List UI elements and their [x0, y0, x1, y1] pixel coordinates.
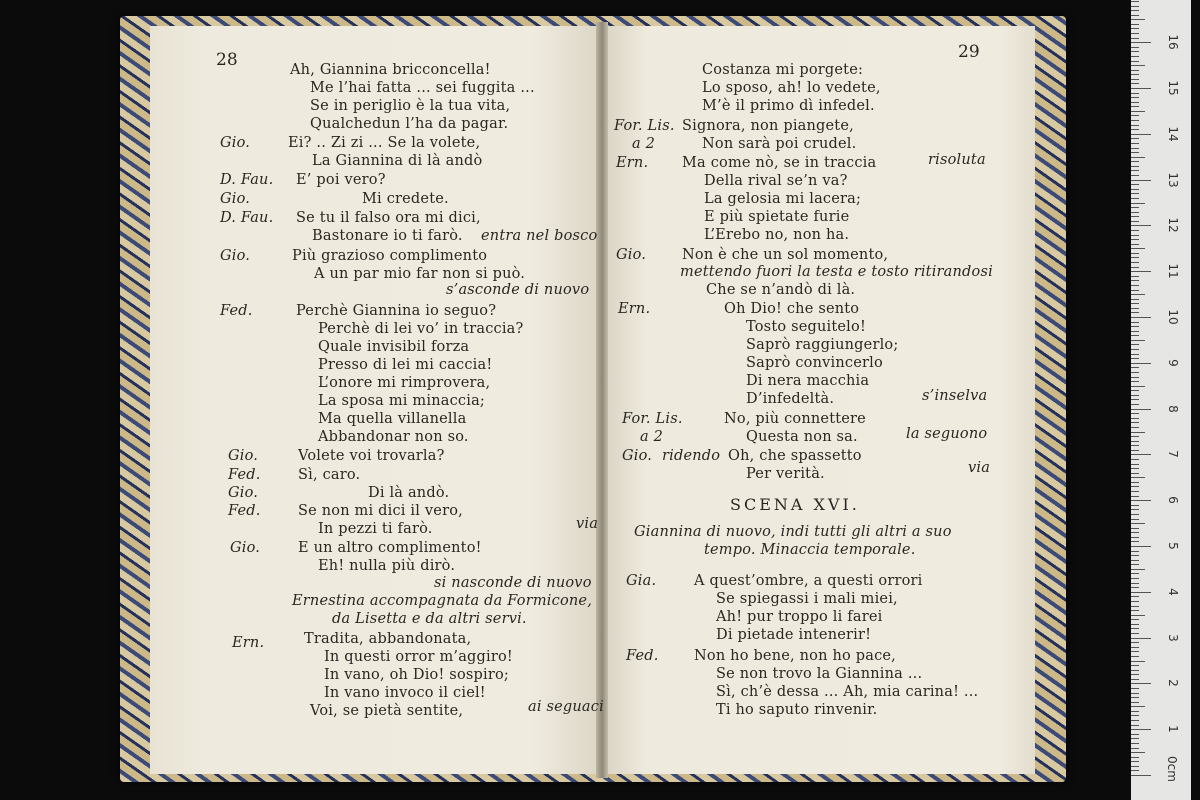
ruler-tick [1131, 775, 1151, 776]
ruler-tick [1131, 93, 1139, 94]
verse-line: In vano, oh Dio! sospiro; [324, 667, 509, 683]
ruler-tick [1131, 638, 1151, 639]
verse-line: M’è il primo dì infedel. [702, 98, 875, 114]
stage-direction-text: Gio. [230, 540, 261, 556]
ruler-tick [1131, 441, 1139, 442]
verse-line: La gelosia mi lacera; [704, 191, 862, 207]
verse-line: Di pietade intenerir! [716, 627, 872, 643]
verse-line: Signora, non piangete, [682, 118, 854, 134]
ruler-tick [1131, 308, 1139, 309]
verse-line: Per verità. [746, 466, 825, 482]
ruler-tick [1131, 51, 1139, 52]
ruler-tick [1131, 418, 1139, 419]
ruler-tick [1131, 170, 1139, 171]
stage-direction-text: a 2 [640, 429, 664, 445]
ruler-number: 12 [1166, 217, 1180, 234]
ruler-tick [1131, 38, 1139, 39]
ruler-tick [1131, 148, 1139, 149]
ruler-tick [1131, 235, 1139, 236]
ruler-tick [1131, 198, 1139, 199]
ruler-tick [1131, 711, 1139, 712]
ruler-tick [1131, 505, 1139, 506]
stage-direction-text: Gio. [220, 135, 251, 151]
ruler-tick [1131, 436, 1139, 437]
ruler-tick [1131, 413, 1139, 414]
ruler-tick [1131, 1, 1139, 2]
ruler-tick [1131, 404, 1139, 405]
verse-line: La sposa mi minaccia; [318, 393, 486, 409]
ruler-tick [1131, 74, 1139, 75]
ruler-tick [1131, 203, 1145, 204]
ruler-tick [1131, 564, 1139, 565]
stage-direction-text: s’inselva [922, 388, 988, 404]
ruler-tick [1131, 386, 1145, 387]
verse-line: Perchè Giannina io seguo? [296, 303, 497, 319]
stage-direction-text: ridendo [662, 448, 721, 464]
ruler-tick [1131, 344, 1139, 345]
ruler-number: 16 [1166, 34, 1180, 50]
stage-direction-text: a 2 [632, 136, 656, 152]
stage-direction-text: via [968, 460, 991, 476]
stage-direction-text: Gio. [616, 247, 647, 263]
ruler-number: 4 [1166, 587, 1180, 596]
ruler-tick [1131, 624, 1139, 625]
stage-direction-text: Fed. [220, 303, 253, 319]
verse-line: Se in periglio è la tua vita, [310, 98, 511, 114]
stage-direction-text: For. Lis. [622, 411, 683, 427]
ruler-tick [1131, 363, 1151, 364]
ruler-tick [1131, 312, 1139, 313]
ruler-tick [1131, 583, 1139, 584]
ruler-tick [1131, 523, 1145, 524]
ruler-tick [1131, 693, 1139, 694]
stage-direction-text: Giannina di nuovo, indi tutti gli altri a suo [634, 524, 952, 540]
ruler-tick [1131, 83, 1139, 84]
ruler-tick [1131, 743, 1139, 744]
verse-line: Oh Dio! che sento [724, 301, 860, 317]
ruler-tick [1131, 15, 1139, 16]
ruler-tick [1131, 180, 1151, 181]
stage-direction-text: Ern. [616, 155, 649, 171]
verse-line: Non è che un sol momento, [682, 247, 889, 263]
ruler-number: 10 [1166, 309, 1180, 325]
ruler-tick [1131, 633, 1139, 634]
ruler-tick [1131, 725, 1139, 726]
ruler-tick [1131, 454, 1151, 455]
ruler-tick [1131, 358, 1139, 359]
verse-line: A un par mio far non si può. [314, 266, 526, 282]
ruler-tick [1131, 367, 1139, 368]
ruler-tick [1131, 61, 1139, 62]
ruler-tick [1131, 628, 1139, 629]
verse-line: No, più connettere [724, 411, 866, 427]
ruler-tick [1131, 573, 1139, 574]
ruler-tick [1131, 450, 1139, 451]
verse-line: L’Erebo no, non ha. [704, 227, 850, 243]
verse-line: Mi credete. [362, 191, 449, 207]
ruler-tick [1131, 157, 1145, 158]
ruler-tick [1131, 491, 1139, 492]
ruler-tick [1131, 715, 1139, 716]
ruler-tick [1131, 596, 1139, 597]
ruler-tick [1131, 770, 1139, 771]
ruler-tick [1131, 184, 1139, 185]
ruler-tick [1131, 216, 1139, 217]
ruler-tick [1131, 10, 1139, 11]
verse-line: Se non trovo la Giannina ... [716, 666, 923, 682]
ruler-tick [1131, 340, 1145, 341]
ruler-tick [1131, 445, 1139, 446]
ruler-tick [1131, 244, 1139, 245]
ruler-tick [1131, 738, 1139, 739]
stage-direction-text: tempo. Minaccia temporale. [704, 542, 916, 558]
ruler-tick [1131, 551, 1139, 552]
ruler-unit-label: 0cm [1164, 756, 1179, 782]
ruler-tick [1131, 47, 1139, 48]
ruler-tick [1131, 427, 1139, 428]
verse-line: In vano invoco il ciel! [324, 685, 486, 701]
ruler-tick [1131, 486, 1139, 487]
ruler-tick [1131, 670, 1139, 671]
ruler-tick [1131, 129, 1139, 130]
ruler-tick [1131, 65, 1145, 66]
ruler-tick [1131, 422, 1139, 423]
verse-line: Abbandonar non so. [318, 429, 469, 445]
verse-line: SCENA XVI. [730, 495, 860, 514]
verse-line: Ei? .. Zi zi ... Se la volete, [288, 135, 481, 151]
stage-direction-text: Fed. [228, 467, 261, 483]
ruler-tick [1131, 592, 1151, 593]
ruler-tick [1131, 587, 1139, 588]
verse-line: Se tu il falso ora mi dici, [296, 210, 481, 226]
ruler-tick [1131, 152, 1139, 153]
book-gutter [596, 22, 608, 778]
verse-line: Volete voi trovarla? [298, 448, 445, 464]
ruler-tick [1131, 230, 1139, 231]
ruler-number: 9 [1166, 358, 1180, 367]
ruler-tick [1131, 134, 1151, 135]
stage-direction-text: D. Fau. [220, 172, 274, 188]
verse-line: Non ho bene, non ho pace, [694, 648, 896, 664]
verse-line: Eh! nulla più dirò. [318, 558, 456, 574]
verse-line: Di là andò. [368, 485, 450, 501]
ruler-tick [1131, 221, 1139, 222]
ruler-tick [1131, 679, 1139, 680]
ruler-tick [1131, 610, 1139, 611]
ruler-tick [1131, 459, 1139, 460]
stage-direction-text: Ernestina accompagnata da Formicone, [292, 593, 593, 609]
verse-line: Ah, Giannina bricconcella! [290, 62, 491, 78]
ruler-tick [1131, 734, 1139, 735]
ruler-tick [1131, 601, 1139, 602]
ruler-tick [1131, 6, 1139, 7]
ruler-number: 14 [1166, 126, 1180, 142]
ruler-number: 6 [1166, 496, 1180, 504]
stage-direction-text: Gio. [228, 485, 259, 501]
verse-line: A quest’ombre, a questi orrori [694, 573, 923, 589]
ruler-tick [1131, 665, 1139, 666]
ruler-tick [1131, 432, 1145, 433]
ruler-tick [1131, 647, 1139, 648]
ruler-tick [1131, 239, 1139, 240]
ruler-tick [1131, 473, 1139, 474]
verse-line: Se non mi dici il vero, [298, 503, 463, 519]
verse-line: Di nera macchia [746, 373, 870, 389]
verse-line: Tosto seguitelo! [746, 319, 866, 335]
ruler-number: 11 [1166, 263, 1180, 279]
verse-line: Che se n’andò di là. [706, 282, 856, 298]
ruler-number: 2 [1166, 679, 1180, 688]
ruler-tick [1131, 106, 1139, 107]
stage-direction-text: For. Lis. [614, 118, 675, 134]
stage-direction-text: via [576, 516, 599, 532]
ruler-tick [1131, 253, 1139, 254]
ruler-tick [1131, 262, 1139, 263]
verse-line: D’infedeltà. [746, 391, 835, 407]
ruler-number: 5 [1166, 542, 1180, 550]
verse-line: Tradita, abbandonata, [304, 631, 472, 647]
ruler-tick [1131, 42, 1151, 43]
ruler-tick [1131, 97, 1139, 98]
verse-line: Ma quella villanella [318, 411, 467, 427]
ruler-number: 7 [1166, 450, 1180, 459]
verse-line: Oh, che spassetto [728, 448, 862, 464]
ruler-tick [1131, 280, 1139, 281]
ruler-tick [1131, 697, 1139, 698]
ruler-tick [1131, 509, 1139, 510]
ruler-tick [1131, 303, 1139, 304]
verse-line: Quale invisibil forza [318, 339, 470, 355]
ruler-tick [1131, 125, 1139, 126]
ruler-tick [1131, 642, 1139, 643]
ruler-tick [1131, 674, 1139, 675]
verse-line: Qualchedun l’ha da pagar. [310, 116, 509, 132]
stage-direction-text: risoluta [928, 152, 986, 168]
ruler-tick [1131, 225, 1151, 226]
ruler-tick [1131, 514, 1139, 515]
ruler-tick [1131, 752, 1145, 753]
ruler-tick [1131, 326, 1139, 327]
ruler-tick [1131, 285, 1139, 286]
ruler-tick [1131, 560, 1139, 561]
verse-line: Ah! pur troppo li farei [716, 609, 883, 625]
ruler-tick [1131, 541, 1139, 542]
verse-line: Ti ho saputo rinvenir. [716, 702, 878, 718]
ruler-tick [1131, 166, 1139, 167]
ruler-tick [1131, 189, 1139, 190]
stage-direction-text: Gio. [220, 248, 251, 264]
ruler-tick [1131, 390, 1139, 391]
ruler-tick [1131, 757, 1139, 758]
ruler-tick [1131, 532, 1139, 533]
stage-direction-text: Ern. [232, 635, 265, 651]
stage-direction-text: si nasconde di nuovo [434, 575, 592, 591]
ruler-tick [1131, 706, 1145, 707]
ruler-number: 3 [1166, 633, 1180, 642]
ruler-tick [1131, 120, 1139, 121]
ruler-tick [1131, 720, 1139, 721]
ruler-tick [1131, 102, 1139, 103]
ruler-tick [1131, 578, 1139, 579]
stage-direction-text: da Lisetta e da altri servi. [332, 611, 527, 627]
ruler-tick [1131, 464, 1139, 465]
ruler-tick [1131, 651, 1139, 652]
ruler-tick [1131, 335, 1139, 336]
ruler-tick [1131, 482, 1139, 483]
verse-line: Sì, ch’è dessa ... Ah, mia carina! ... [716, 684, 979, 700]
verse-line: Questa non sa. [746, 429, 858, 445]
ruler-tick [1131, 56, 1139, 57]
stage-direction-text: D. Fau. [220, 210, 274, 226]
ruler-tick [1131, 161, 1139, 162]
measuring-ruler [1131, 0, 1191, 800]
verse-line: Della rival se’n va? [704, 173, 848, 189]
ruler-tick [1131, 615, 1145, 616]
ruler-tick [1131, 248, 1145, 249]
verse-line: Saprò convincerlo [746, 355, 883, 371]
ruler-tick [1131, 500, 1151, 501]
page-number: 29 [958, 42, 980, 62]
ruler-number: 8 [1166, 404, 1180, 413]
ruler-tick [1131, 688, 1139, 689]
ruler-tick [1131, 528, 1139, 529]
verse-line: La Giannina di là andò [312, 153, 483, 169]
ruler-tick [1131, 761, 1139, 762]
ruler-tick [1131, 349, 1139, 350]
ruler-tick [1131, 299, 1139, 300]
ruler-tick [1131, 111, 1145, 112]
ruler-tick [1131, 267, 1139, 268]
ruler-tick [1131, 175, 1139, 176]
ruler-tick [1131, 683, 1151, 684]
ruler-tick [1131, 28, 1139, 29]
stage-direction-text: Ern. [618, 301, 651, 317]
stage-direction-text: s’asconde di nuovo [446, 282, 590, 298]
ruler-tick [1131, 619, 1139, 620]
verse-line: Voi, se pietà sentite, [310, 703, 464, 719]
ruler-tick [1131, 257, 1139, 258]
ruler-tick [1131, 496, 1139, 497]
verse-line: E un altro complimento! [298, 540, 482, 556]
ruler-number: 15 [1166, 80, 1180, 96]
stage-direction-text: Gio. [228, 448, 259, 464]
verse-line: Non sarà poi crudel. [702, 136, 857, 152]
ruler-tick [1131, 271, 1151, 272]
ruler-tick [1131, 331, 1139, 332]
ruler-tick [1131, 468, 1139, 469]
verse-line: Più grazioso complimento [292, 248, 488, 264]
ruler-tick [1131, 395, 1139, 396]
verse-line: Bastonare io ti farò. [312, 228, 463, 244]
verse-line: L’onore mi rimprovera, [318, 375, 491, 391]
stage-direction-text: ai seguaci [528, 699, 604, 715]
stage-direction-text: Fed. [228, 503, 261, 519]
verse-line: In pezzi ti farò. [318, 521, 433, 537]
ruler-tick [1131, 24, 1139, 25]
stage-direction-text: entra nel bosco [481, 228, 598, 244]
ruler-tick [1131, 354, 1139, 355]
ruler-tick [1131, 377, 1139, 378]
ruler-tick [1131, 79, 1139, 80]
verse-line: E più spietate furie [704, 209, 850, 225]
verse-line: Lo sposo, ah! lo vedete, [702, 80, 881, 96]
stage-direction-text: Gio. [622, 448, 653, 464]
ruler-tick [1131, 569, 1145, 570]
verse-line: Perchè di lei vo’ in traccia? [318, 321, 524, 337]
ruler-tick [1131, 729, 1151, 730]
ruler-tick [1131, 317, 1151, 318]
ruler-tick [1131, 372, 1139, 373]
verse-line: Me l’hai fatta ... sei fuggita ... [310, 80, 535, 96]
stage-direction-text: la seguono [906, 426, 988, 442]
ruler-tick [1131, 748, 1139, 749]
ruler-tick [1131, 290, 1139, 291]
ruler-number: 1 [1166, 725, 1180, 733]
stage-direction-text: Fed. [626, 648, 659, 664]
ruler-tick [1131, 766, 1139, 767]
ruler-tick [1131, 656, 1139, 657]
ruler-tick [1131, 33, 1139, 34]
verse-line: E’ poi vero? [296, 172, 386, 188]
verse-line: Ma come nò, se in traccia [682, 155, 877, 171]
ruler-tick [1131, 702, 1139, 703]
ruler-tick [1131, 70, 1139, 71]
page-number: 28 [216, 50, 238, 70]
ruler-tick [1131, 555, 1139, 556]
ruler-tick [1131, 519, 1139, 520]
stage-direction-text: Gio. [220, 191, 251, 207]
verse-line: Saprò raggiungerlo; [746, 337, 899, 353]
ruler-tick [1131, 143, 1139, 144]
verse-line: Sì, caro. [298, 467, 361, 483]
ruler-tick [1131, 381, 1139, 382]
ruler-tick [1131, 399, 1139, 400]
ruler-tick [1131, 294, 1145, 295]
ruler-tick [1131, 409, 1151, 410]
ruler-tick [1131, 322, 1139, 323]
ruler-tick [1131, 477, 1145, 478]
ruler-number: 13 [1166, 171, 1180, 188]
ruler-tick [1131, 207, 1139, 208]
verse-line: Presso di lei mi caccia! [318, 357, 493, 373]
stage-direction-text: mettendo fuori la testa e tosto ritirandosi [680, 264, 993, 280]
ruler-tick [1131, 276, 1139, 277]
verse-line: Se spiegassi i mali miei, [716, 591, 898, 607]
ruler-tick [1131, 115, 1139, 116]
ruler-tick [1131, 537, 1139, 538]
ruler-tick [1131, 193, 1139, 194]
verse-line: Costanza mi porgete: [702, 62, 864, 78]
ruler-tick [1131, 546, 1151, 547]
ruler-tick [1131, 606, 1139, 607]
ruler-tick [1131, 661, 1145, 662]
ruler-tick [1131, 138, 1139, 139]
ruler-tick [1131, 212, 1139, 213]
verse-line: In questi orror m’aggiro! [324, 649, 513, 665]
stage-direction-text: Gia. [626, 573, 657, 589]
ruler-tick [1131, 88, 1151, 89]
ruler-tick [1131, 19, 1145, 20]
